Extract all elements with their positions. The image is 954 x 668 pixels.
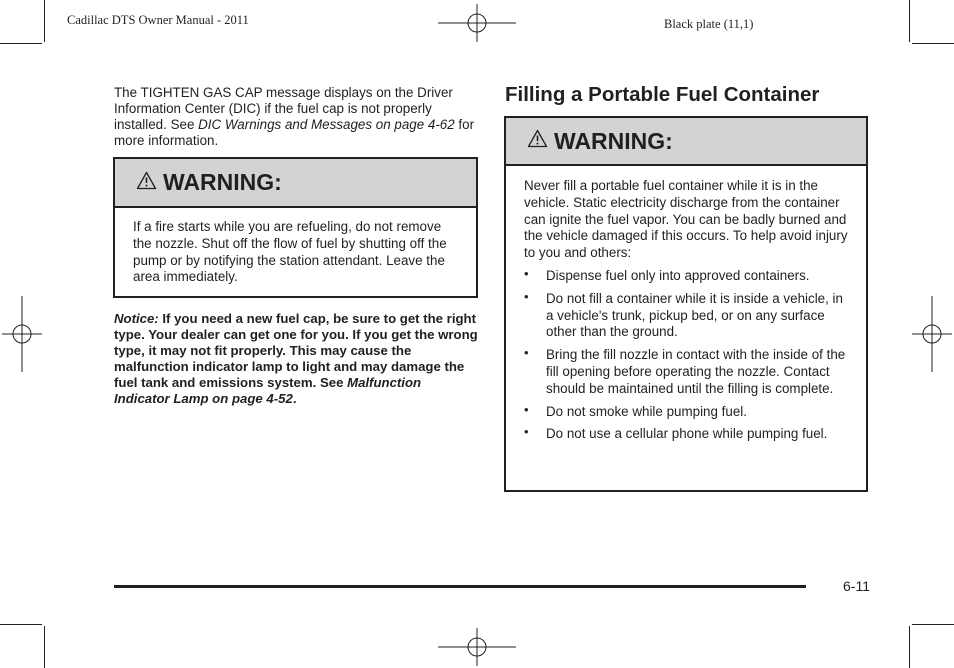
intro-text-end: for more information. [114, 117, 475, 148]
warning-body: If a fire starts while you are refueling, do not remove the nozzle. Shut off the flow of fuel by shutting off the pump or by notifying the station attendant. Leave the area immediately. [133, 219, 447, 285]
intro-paragraph [114, 85, 478, 149]
list-item [524, 265, 852, 285]
warning-box-portable-container [504, 116, 868, 492]
cross-reference-link[interactable]: Malfunction Indicator Lamp on page 4-52 [114, 375, 422, 406]
registration-mark-icon [438, 628, 516, 666]
bullet-icon: • [524, 345, 529, 361]
footer-rule [114, 585, 806, 588]
registration-mark-icon [438, 4, 516, 42]
list-item [524, 347, 852, 397]
warning-title: WARNING: [163, 169, 282, 195]
registration-mark-icon [912, 296, 952, 372]
plate-label: Black plate (11,1) [664, 17, 754, 31]
crop-mark [912, 624, 954, 625]
list-item-text: Bring the fill nozzle in contact with the inside of the fill opening before operating the nozzle. Contact should be maintained until the filling is complete. [546, 347, 846, 396]
warning-intro: Never fill a portable fuel container while it is in the vehicle. Static electricity discharge from the container can ignite the fuel vapor. You can be badly burned and the vehicle damaged if this occurs. To help avoid injury to you and others: [524, 178, 848, 261]
warning-box-fire [113, 157, 478, 298]
list-item [524, 401, 852, 421]
list-item-text: Do not use a cellular phone while pumping fuel. [546, 426, 828, 442]
warning-triangle-icon [136, 171, 157, 195]
bullet-icon: • [524, 288, 529, 304]
notice-text: If you need a new fuel cap, be sure to get the right type. Your dealer can get one for you. If you get the wrong type, it may not fit properly. This may cause the malfunction indicator lamp to light and may damage the fuel tank and emissions system. See [114, 311, 478, 390]
warning-bullet-list [524, 265, 852, 443]
crop-mark [909, 626, 910, 668]
notice-paragraph [114, 311, 478, 407]
crop-mark [909, 0, 910, 42]
crop-mark [912, 43, 954, 44]
section-heading: Filling a Portable Fuel Container [505, 83, 820, 106]
page-number: 6-11 [843, 578, 870, 594]
bullet-icon: • [524, 424, 529, 440]
crop-mark [44, 0, 45, 42]
warning-header [506, 118, 866, 166]
intro-text: The TIGHTEN GAS CAP message displays on the Driver Information Center (DIC) if the fuel cap is not properly installed. See [114, 85, 453, 132]
list-item-text: Do not smoke while pumping fuel. [546, 403, 747, 419]
list-item [524, 288, 852, 341]
registration-mark-icon [2, 296, 42, 372]
crop-mark [44, 626, 45, 668]
cross-reference-link[interactable]: DIC Warnings and Messages on page 4-62 [198, 117, 455, 132]
crop-mark [0, 624, 42, 625]
notice-text-end: . [292, 391, 297, 406]
warning-body [506, 166, 866, 443]
bullet-icon: • [524, 265, 529, 281]
warning-header [115, 159, 476, 208]
document-title-header: Cadillac DTS Owner Manual - 2011 [67, 13, 249, 27]
notice-label: Notice: [114, 311, 159, 326]
warning-triangle-icon [527, 129, 548, 153]
warning-title: WARNING: [554, 127, 673, 154]
list-item-text: Do not fill a container while it is inside a vehicle, in a vehicle's trunk, pickup bed, or on any surface other than the ground. [546, 290, 843, 340]
list-item [524, 426, 852, 443]
bullet-icon: • [524, 401, 529, 417]
crop-mark [0, 43, 42, 44]
list-item-text: Dispense fuel only into approved containers. [546, 267, 810, 283]
